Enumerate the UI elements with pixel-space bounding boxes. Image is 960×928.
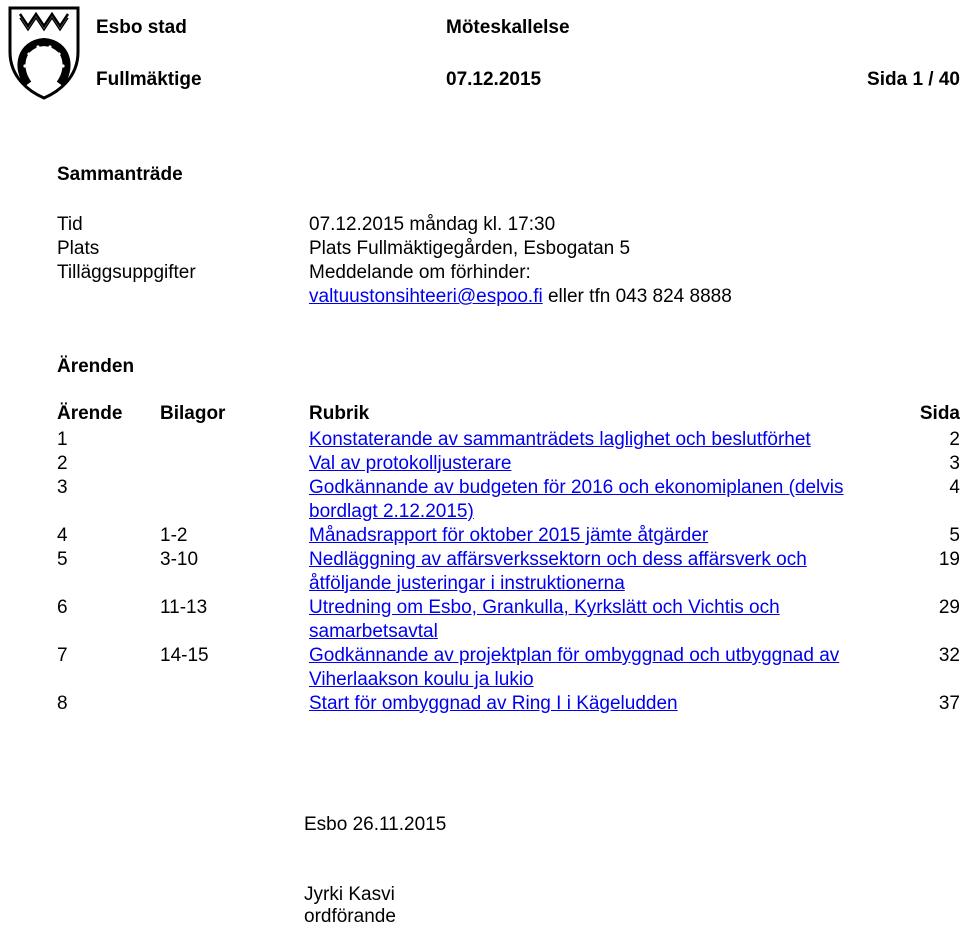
item-number: 6 <box>57 597 68 618</box>
item-title-link[interactable]: Utredning om Esbo, Grankulla, Kyrkslätt och Vichtis och samarbetsavtal <box>309 597 780 642</box>
item-title-link[interactable]: Start för ombyggnad av Ring I i Kägeludden <box>309 693 678 714</box>
col-header-arende: Ärende <box>57 403 123 424</box>
signature-name: Jyrki Kasvi <box>304 884 395 905</box>
header-date: 07.12.2015 <box>446 69 542 90</box>
org-name: Esbo stad <box>96 17 187 38</box>
meeting-body: Fullmäktige <box>96 69 202 90</box>
agenda-heading: Ärenden <box>57 356 135 377</box>
phone-text: eller tfn 043 824 8888 <box>542 286 732 307</box>
field-value-place: Plats Fullmäktigegården, Esbogatan 5 <box>309 238 631 259</box>
document-type: Möteskallelse <box>446 17 570 38</box>
item-page: 32 <box>938 645 960 666</box>
item-attachments: 1-2 <box>160 525 188 546</box>
item-page: 4 <box>949 477 960 498</box>
contact-line <box>309 286 732 308</box>
item-number: 4 <box>57 525 68 546</box>
col-header-bilagor: Bilagor <box>160 403 226 424</box>
field-label-place: Plats <box>57 238 100 259</box>
meeting-heading: Sammanträde <box>57 164 183 185</box>
item-attachments: 11-13 <box>160 597 208 618</box>
signature-place-date: Esbo 26.11.2015 <box>304 814 447 835</box>
item-title-link[interactable]: Godkännande av budgeten för 2016 och ekonomiplanen (delvis bordlagt 2.12.2015) <box>309 477 844 522</box>
item-title-link[interactable]: Godkännande av projektplan för ombyggnad och utbyggnad av Viherlaakson koulu ja lukio <box>309 645 840 690</box>
field-label-time: Tid <box>57 214 83 235</box>
item-number: 2 <box>57 453 68 474</box>
item-attachments: 3-10 <box>160 549 199 570</box>
item-title-link[interactable]: Val av protokolljusterare <box>309 453 512 474</box>
item-title-link[interactable]: Konstaterande av sammanträdets laglighet och beslutförhet <box>309 429 811 450</box>
col-header-rubrik: Rubrik <box>309 403 370 424</box>
item-number: 7 <box>57 645 68 666</box>
signature-title: ordförande <box>304 906 396 927</box>
item-page: 5 <box>949 525 960 546</box>
col-header-sida: Sida <box>919 403 960 424</box>
item-title-link[interactable]: Månadsrapport för oktober 2015 jämte åtgärder <box>309 525 709 546</box>
item-number: 1 <box>57 429 68 450</box>
page-number: Sida 1 / 40 <box>867 69 960 90</box>
email-link[interactable]: valtuustonsihteeri@espoo.fi <box>309 286 543 307</box>
field-value-additional: Meddelande om förhinder: <box>309 262 531 283</box>
item-page: 37 <box>938 693 960 714</box>
item-number: 3 <box>57 477 68 498</box>
item-page: 2 <box>949 429 960 450</box>
item-page: 29 <box>938 597 960 618</box>
item-page: 3 <box>949 453 960 474</box>
field-label-additional: Tilläggsuppgifter <box>57 262 196 283</box>
item-number: 5 <box>57 549 68 570</box>
esbo-coat-of-arms-logo <box>6 4 82 100</box>
field-value-time: 07.12.2015 måndag kl. 17:30 <box>309 214 556 235</box>
item-page: 19 <box>938 549 960 570</box>
item-title-link[interactable]: Nedläggning av affärsverkssektorn och dess affärsverk och åtföljande justeringar i instruktionerna <box>309 549 807 594</box>
item-number: 8 <box>57 693 68 714</box>
item-attachments: 14-15 <box>160 645 209 666</box>
